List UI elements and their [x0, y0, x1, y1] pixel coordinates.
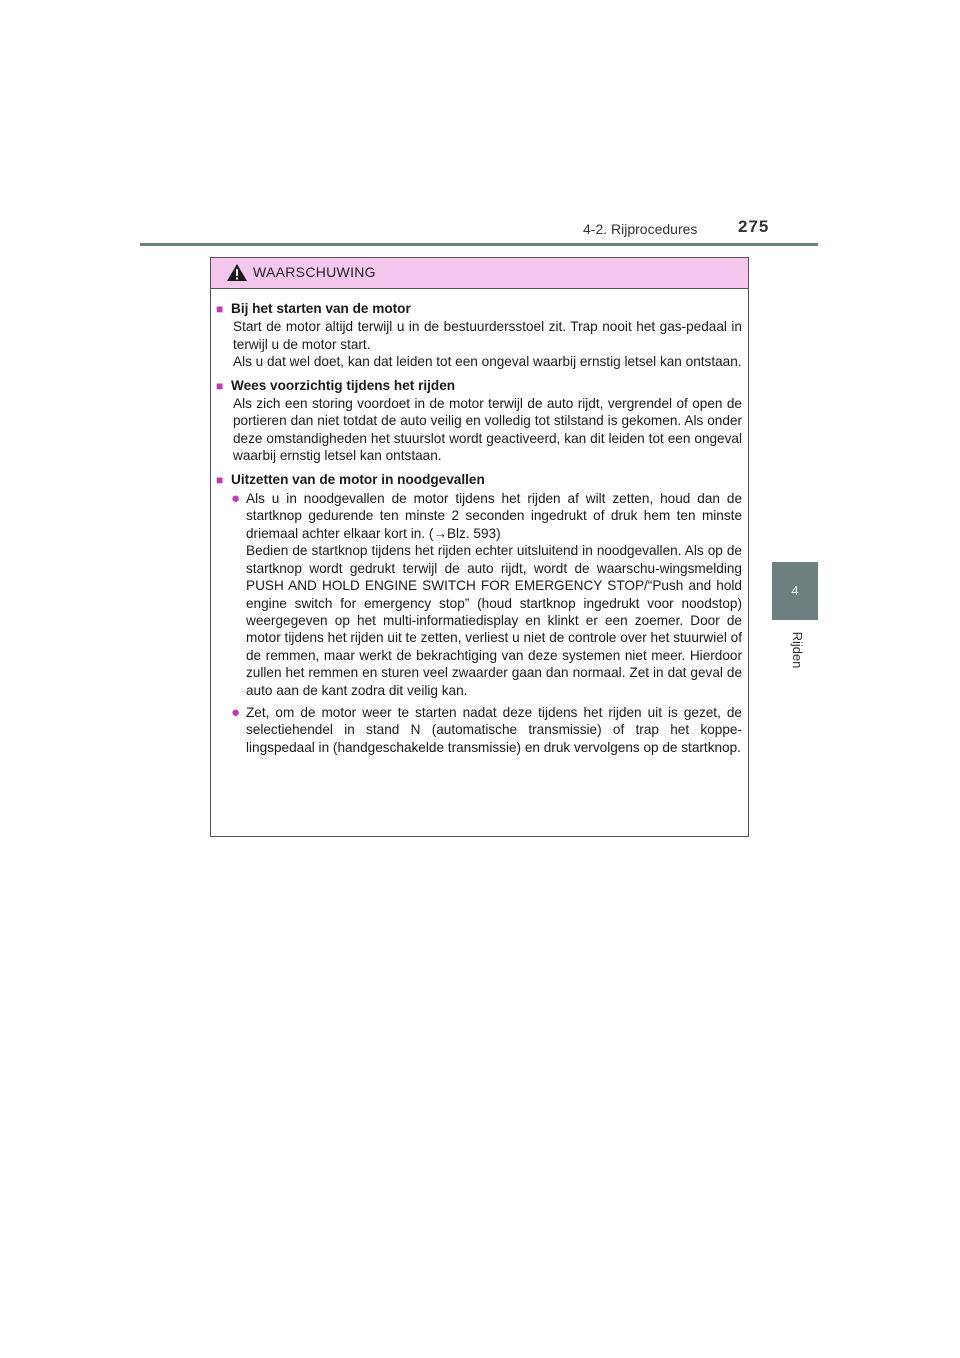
bullet-paragraph: Als u in noodgevallen de motor tijdens het rijden af wilt zetten, houd dan de startknop gedurende ten minste 2 seconden ingedrukt of druk hem ten minste driemaal achter elkaar kort in. (→Blz. 593) [246, 491, 742, 541]
warning-triangle-icon [226, 263, 248, 282]
list-item [216, 704, 742, 756]
square-bullet-icon: ■ [216, 302, 224, 316]
item-heading: Bij het starten van de motor [231, 301, 411, 316]
square-bullet-icon: ■ [216, 472, 224, 487]
header-rule [140, 243, 818, 246]
round-bullet-icon: ● [231, 490, 241, 508]
chapter-tab-label: Rijden [790, 631, 805, 669]
bullet-paragraph: Bedien de startknop tijdens het rijden echter uitsluitend in noodgevallen. Als op de startknop wordt gedrukt terwijl de auto rijdt, wordt de waarschu-wingsmelding PUSH AND HOLD ENGINE SWITCH FOR EMERGENCY STOP/“Push and hold engine switch for emergency stop” (houd startknop ingedrukt voor noodstop) weergegeven op het multi-informatiedisplay en klinkt er een zoemer. Door de motor tijdens het rijden uit te zetten, verliest u niet de controle over het stuurwiel of de remmen, maar werkt de bekrachtiging van deze systemen niet meer. Hierdoor zullen het remmen en sturen veel zwaarder gaan dan normaal. Zet in dat geval de auto aan de kant zodra dit veilig kan. [246, 543, 742, 698]
item-heading: Wees voorzichtig tijdens het rijden [231, 377, 456, 393]
section-title: 4-2. Rijprocedures [583, 221, 698, 237]
item-paragraph: Start de motor altijd terwijl u in de bestuurdersstoel zit. Trap nooit het gas-pedaal in terwijl u de motor start. [233, 319, 742, 352]
warning-title: WAARSCHUWING [253, 264, 376, 280]
bullet-paragraph: Zet, om de motor weer te starten nadat deze tijdens het rijden uit is gezet, de selectiehendel in stand N (automatische transmissie) of trap het koppe-lingspedaal in (handgeschakelde transmissie) en druk vervolgens op de startknop. [246, 704, 742, 755]
warning-box [210, 257, 749, 837]
item-heading: Uitzetten van de motor in noodgevallen [231, 471, 485, 487]
page-number: 275 [738, 217, 770, 236]
warning-item-emergency-stop [216, 471, 742, 757]
item-paragraph: Als u dat wel doet, kan dat leiden tot een ongeval waarbij ernstig letsel kan ontstaan. [233, 354, 742, 370]
chapter-tab: 4 [772, 562, 818, 620]
warning-item-starting [216, 300, 742, 371]
item-paragraph: Als zich een storing voordoet in de motor terwijl de auto rijdt, vergrendel of open de portieren dan niet totdat de auto veilig en volledig tot stilstand is gekomen. Als onder deze omstandigheden het stuurslot wordt geactiveerd, kan dit leiden tot een ongeval waarbij ernstig letsel kan ontstaan. [233, 396, 742, 464]
list-item [216, 490, 742, 699]
round-bullet-icon: ● [231, 703, 241, 721]
warning-item-driving [216, 377, 742, 465]
warning-header [211, 258, 748, 289]
warning-body [211, 289, 748, 756]
square-bullet-icon: ■ [216, 378, 224, 393]
